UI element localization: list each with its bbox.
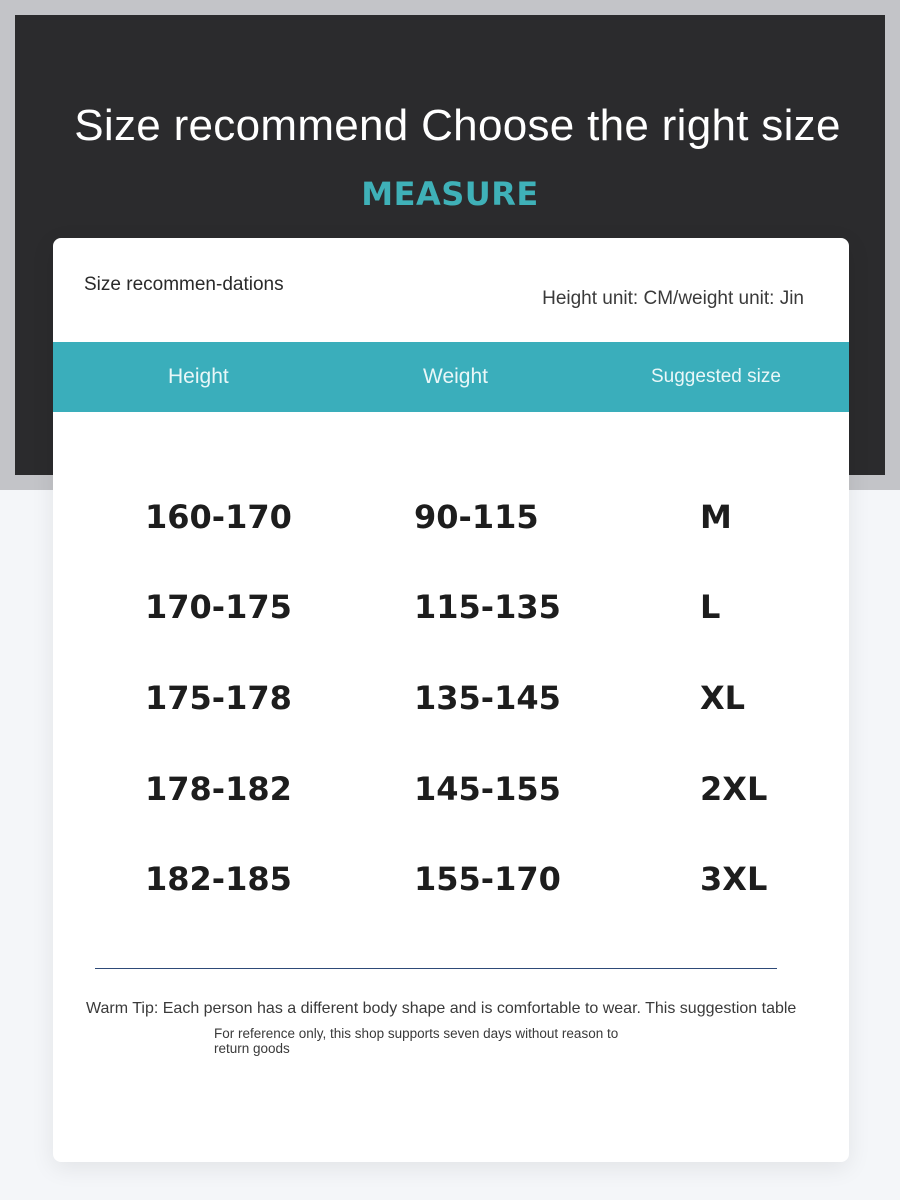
size-cell: M bbox=[700, 498, 732, 536]
size-cell: L bbox=[700, 588, 721, 626]
column-header-height: Height bbox=[168, 365, 229, 388]
return-policy-text: For reference only, this shop supports seven days without reason to return goods bbox=[214, 1026, 619, 1056]
size-chart-card bbox=[53, 238, 849, 1162]
table-row bbox=[53, 679, 849, 739]
table-row bbox=[53, 860, 849, 920]
weight-cell: 145-155 bbox=[414, 770, 561, 808]
height-cell: 175-178 bbox=[145, 679, 292, 717]
table-row bbox=[53, 588, 849, 648]
size-cell: XL bbox=[700, 679, 746, 717]
column-header-suggested-size: Suggested size bbox=[651, 366, 781, 387]
measure-heading: MEASURE bbox=[361, 175, 539, 213]
warm-tip-text: Warm Tip: Each person has a different body shape and is comfortable to wear. This suggestion table bbox=[86, 1000, 797, 1017]
table-header bbox=[53, 342, 849, 412]
weight-cell: 155-170 bbox=[414, 860, 561, 898]
table-row bbox=[53, 770, 849, 830]
table-row bbox=[53, 498, 849, 558]
page-title: Size recommend Choose the right size bbox=[74, 101, 841, 150]
size-cell: 3XL bbox=[700, 860, 768, 898]
weight-cell: 90-115 bbox=[414, 498, 539, 536]
weight-cell: 115-135 bbox=[414, 588, 561, 626]
height-cell: 182-185 bbox=[145, 860, 292, 898]
height-cell: 178-182 bbox=[145, 770, 292, 808]
weight-cell: 135-145 bbox=[414, 679, 561, 717]
divider-line bbox=[95, 968, 777, 969]
card-title: Size recommen-dations bbox=[84, 274, 284, 295]
unit-note: Height unit: CM/weight unit: Jin bbox=[542, 288, 804, 309]
height-cell: 170-175 bbox=[145, 588, 292, 626]
column-header-weight: Weight bbox=[423, 365, 488, 388]
height-cell: 160-170 bbox=[145, 498, 292, 536]
size-cell: 2XL bbox=[700, 770, 768, 808]
